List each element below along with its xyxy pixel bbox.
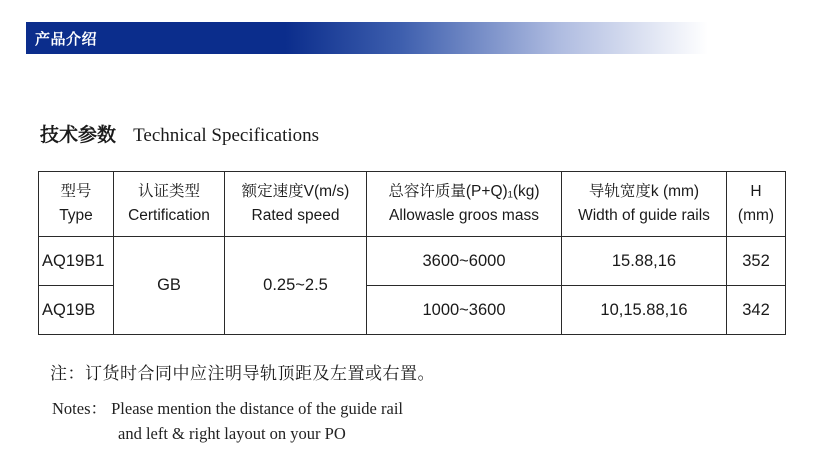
spec-title-en: Technical Specifications — [133, 125, 320, 146]
note-en — [52, 396, 403, 446]
header-en: Allowasle groos mass — [389, 207, 539, 224]
table-row — [39, 237, 786, 286]
header-en: Type — [59, 207, 93, 224]
header-cn: 总容许质量(P+Q)₁(kg) — [388, 183, 540, 200]
header-cn: 导轨宽度k (mm) — [588, 183, 700, 200]
cell-h: 342 — [727, 286, 786, 335]
header-h — [727, 172, 786, 237]
header-rated-speed — [225, 172, 367, 237]
cell-mass: 1000~3600 — [367, 286, 562, 335]
header-cn: 型号 — [60, 183, 92, 200]
header-en: Width of guide rails — [578, 207, 710, 224]
cell-rail-width: 15.88,16 — [562, 237, 727, 286]
spec-table — [38, 171, 786, 335]
spec-section-title — [40, 120, 319, 147]
cell-h: 352 — [727, 237, 786, 286]
header-cn: 额定速度V(m/s) — [241, 183, 350, 200]
header-cn: 认证类型 — [137, 183, 200, 200]
table-header-row — [39, 172, 786, 237]
cell-certification: GB — [114, 237, 225, 335]
section-banner — [26, 22, 708, 54]
header-en: Certification — [128, 207, 210, 224]
header-certification — [114, 172, 225, 237]
header-type — [39, 172, 114, 237]
spec-title-cn: 技术参数 — [40, 124, 117, 146]
header-en: (mm) — [737, 207, 775, 224]
header-mass — [367, 172, 562, 237]
header-cn: H — [750, 183, 762, 200]
note-cn: 注：订货时合同中应注明导轨顶距及左置或右置。 — [50, 364, 435, 384]
cell-type: AQ19B — [39, 286, 114, 335]
cell-rated-speed: 0.25~2.5 — [225, 237, 367, 335]
cell-rail-width: 10,15.88,16 — [562, 286, 727, 335]
cell-type: AQ19B1 — [39, 237, 114, 286]
note-en-label: Notes： — [52, 399, 107, 418]
note-en-line2: and left & right layout on your PO — [118, 424, 346, 443]
header-en: Rated speed — [251, 207, 340, 224]
note-en-line1: Please mention the distance of the guide rail — [111, 399, 403, 418]
banner-title: 产品介绍 — [35, 30, 98, 48]
cell-mass: 3600~6000 — [367, 237, 562, 286]
header-rail-width — [562, 172, 727, 237]
